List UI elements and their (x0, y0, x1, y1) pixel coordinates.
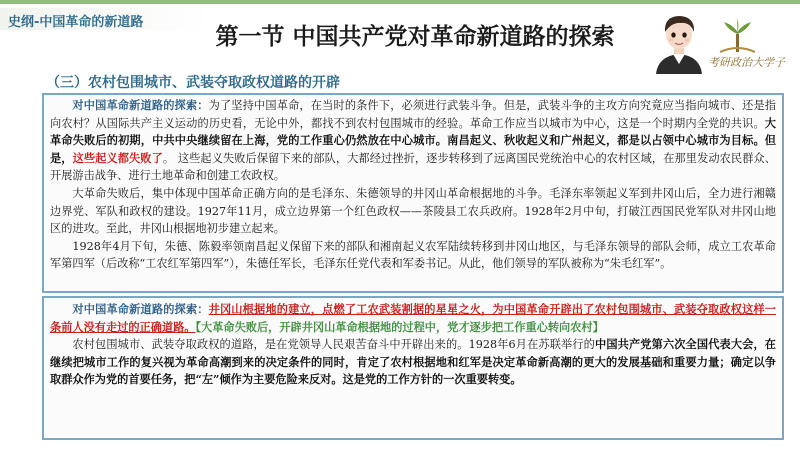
bold-emphasis: 大革命失败后的初期，中共中央继续留在上海，党的工作重心仍然放在中心城市。南昌起义、秋收起义和广州起义，都是以占领中心城市为目标。但是， (50, 115, 776, 165)
paragraph-text: 农村包围城市、武装夺取政权的道路，是在党领导人民艰苦奋斗中开辟出来的。1928年6月在苏联举行的 (72, 338, 595, 352)
red-emphasis: 这些起义都失败了 (72, 150, 163, 165)
paragraph-lead: 对中国革命新道路的探索： (72, 98, 209, 112)
paragraph-sixth-congress (44, 336, 782, 389)
paragraph-zhumao-red-army: 1928年4月下旬，朱德、陈毅率领南昌起义保留下来的部队和湘南起义农军陆续转移到井冈山地区，与毛泽东领导的部队会师，成立工农革命军第四军（后改称“工农红军第四军”），朱德任军长，毛泽东任党代表和军委书记。从此，他们领导的军队被称为“朱毛红军”。 (50, 239, 776, 271)
breadcrumb: 史纲-中国革命的新道路 (8, 15, 144, 30)
top-rule (0, 0, 800, 4)
red-underlined-emphasis: 井冈山根据地的建立，点燃了工农武装割据的星星之火，为中国革命开辟出了农村包围城市、武装夺取政权这样一条前人没有走过的正确道路。 (50, 302, 776, 334)
paragraph-new-road (44, 298, 782, 336)
paragraph-exploration (44, 95, 782, 185)
logo-text: 考研政治大学子 (708, 56, 785, 69)
paragraph-text: 。 这些起义失败后保留下来的部队，大都经过挫折，逐步转移到了远离国民党统治中心的农村区域，在那里发动农民群众、开展游击战争、进行土地革命和创建工农政权。 (50, 151, 776, 183)
content-box-2 (42, 296, 784, 440)
section-heading: （三）农村包围城市、武装夺取政权道路的开辟 (46, 75, 340, 91)
content-box-1 (42, 93, 784, 293)
page-title: 第一节 中国共产党对革命新道路的探索 (215, 24, 615, 50)
paragraph-jinggangshan: 大革命失败后，集中体现中国革命正确方向的是毛泽东、朱德领导的井冈山革命根据地的斗争。毛泽东率领起义军到井冈山后，全力进行湘赣边界党、军队和政权的建设。1927年11月，成立边界第一个红色政权——茶陵县工农兵政府。1928年2月中旬，打破江西国民党军队对井冈山地区的进攻。至此，井冈山根据地初步建立起来。 (50, 186, 776, 236)
green-note: 【大革命失败后，开辟井冈山革命根据地的过程中，党才逐步把工作重心转向农村】 (195, 319, 604, 334)
paragraph-lead: 对中国革命新道路的探索： (72, 302, 209, 316)
bold-emphasis: 中国共产党第六次全国代表大会，在继续把城市工作的复兴视为革命高潮到来的决定条件的同时，肯定了农村根据地和红军是决定革命新高潮的更大的发展基础和重要力量；确定以争取群众作为党的首要任务，把“左”倾作为主要危险来反对。这是党的工作方针的一次重要转变。 (50, 337, 776, 387)
paragraph-text: 为了坚持中国革命，在当时的条件下，必须进行武装斗争。但是，武装斗争的主攻方向究竟应当指向城市、还是指向农村？从国际共产主义运动的历史看，无论中外，都找不到农村包围城市的经验。革命工作应当以城市为中心，这是一个时期内全党的共识。 (50, 99, 776, 130)
presenter-avatar-icon (650, 10, 708, 74)
